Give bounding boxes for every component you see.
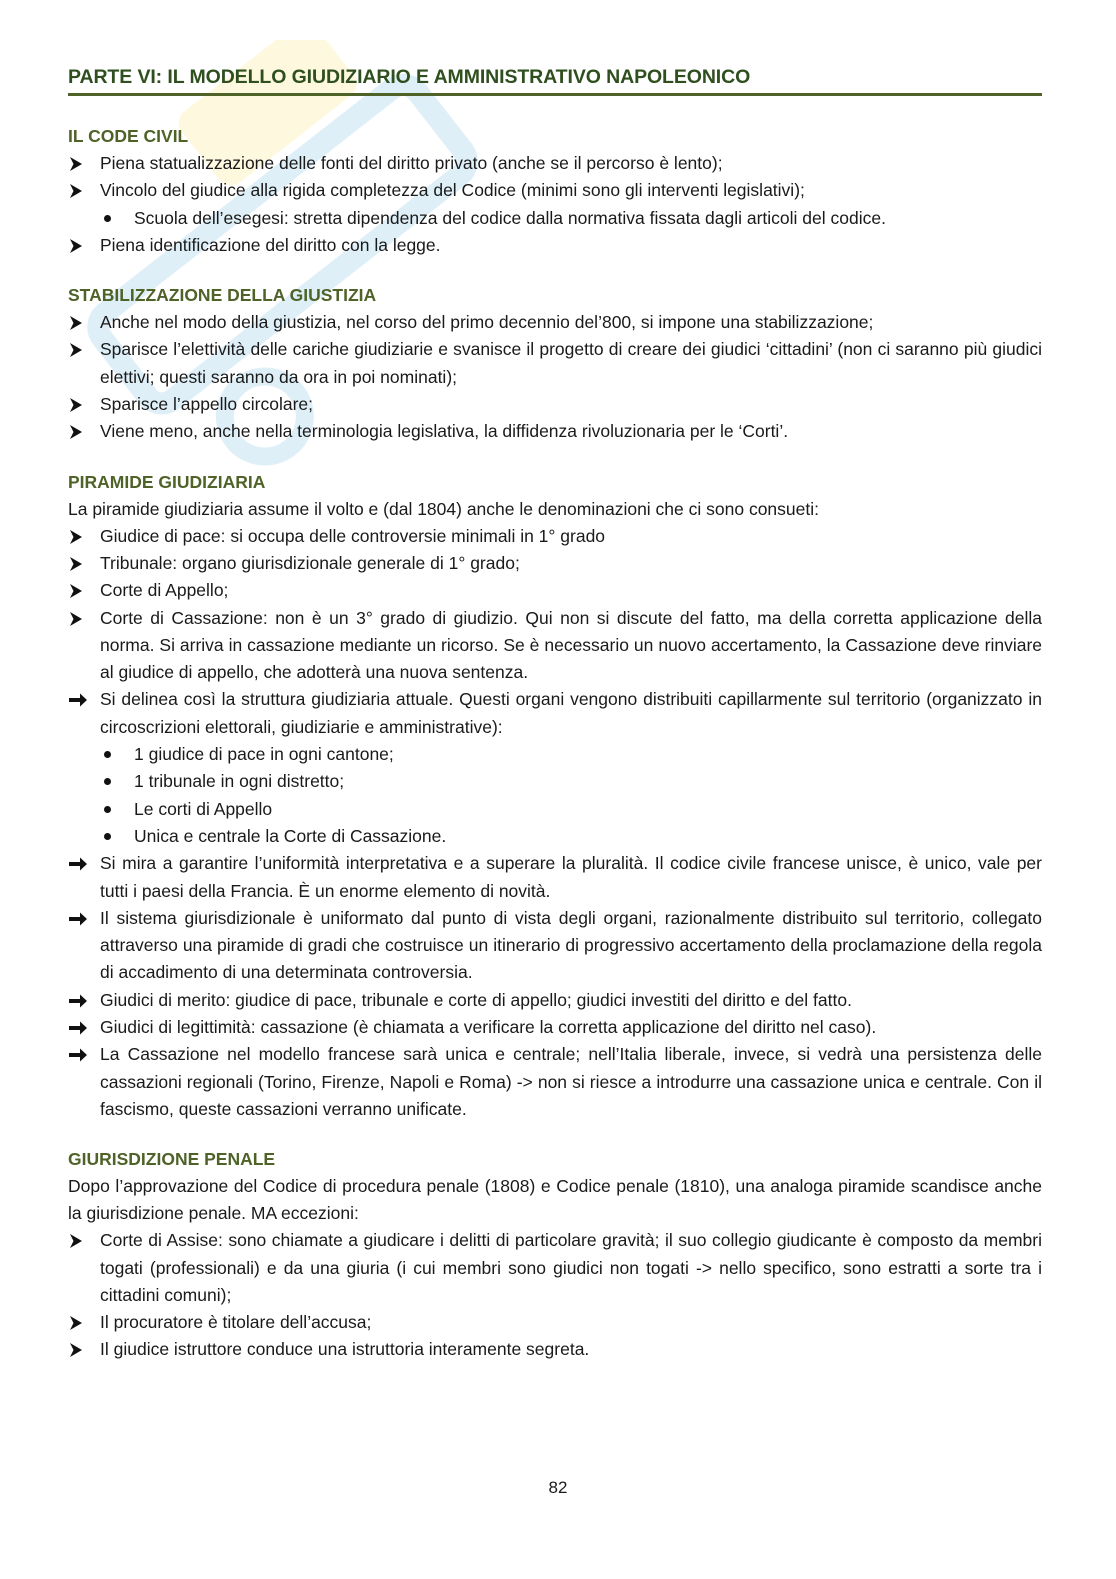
list-item (68, 850, 1042, 905)
list-item-text: Si mira a garantire l’uniformità interpretativa e a superare la pluralità. Il codice civile francese unisce, è unico, vale per tutti i paesi della Francia. È un enorme elemento di novità. (100, 853, 1042, 901)
chevron-right-icon (68, 391, 92, 418)
list-item (68, 605, 1042, 687)
bullet-dot-icon (104, 796, 128, 823)
sections-container (68, 123, 1042, 1364)
list-item (68, 1227, 1042, 1309)
list-item-text: Le corti di Appello (134, 798, 273, 819)
list-item-text: Sparisce l’appello circolare; (100, 394, 314, 415)
chevron-right-icon (68, 523, 92, 550)
document-page (68, 66, 1042, 1387)
bullet-dot-icon (104, 768, 128, 795)
section (68, 282, 1042, 445)
section-heading: GIURISDIZIONE PENALE (68, 1149, 276, 1170)
list-item-text: Unica e centrale la Corte di Cassazione. (134, 825, 447, 846)
list-item-text: Piena statualizzazione delle fonti del diritto privato (anche se il percorso è lento); (100, 153, 723, 173)
bullet-list (68, 523, 1042, 1124)
list-item (68, 987, 1042, 1014)
list-item (68, 391, 1042, 418)
chevron-right-icon (68, 336, 92, 363)
list-item (68, 205, 1042, 232)
section (68, 123, 1042, 259)
section-heading: PIRAMIDE GIUDIZIARIA (68, 471, 266, 492)
list-item (68, 150, 1042, 177)
list-item-text: Si delinea così la struttura giudiziaria attuale. Questi organi vengono distribuiti capillarmente sul territorio (organizzato in circoscrizioni elettorali, giudiziarie e amministrative): (100, 689, 1042, 737)
arrow-right-icon (68, 1041, 92, 1068)
bullet-dot-icon (104, 205, 128, 232)
list-item-text: Tribunale: organo giurisdizionale generale di 1° grado; (100, 552, 520, 573)
list-item (68, 1336, 1042, 1363)
list-item-text: Corte di Appello; (100, 580, 229, 601)
chevron-right-icon (68, 150, 92, 177)
list-item (68, 1014, 1042, 1041)
list-item-text: Viene meno, anche nella terminologia legislativa, la diffidenza rivoluzionaria per le ‘Corti’. (100, 421, 789, 442)
bullet-list (68, 309, 1042, 445)
section-intro: La piramide giudiziaria assume il volto e (dal 1804) anche le denominazioni che ci sono consueti: (68, 498, 819, 519)
bullet-dot-icon (104, 823, 128, 850)
list-item-text: Giudici di merito: giudice di pace, tribunale e corte di appello; giudici investiti del diritto e del fatto. (100, 989, 852, 1010)
list-item-text: La Cassazione nel modello francese sarà unica e centrale; nell’Italia liberale, invece, si vedrà una persistenza delle cassazioni regionali (Torino, Firenze, Napoli e Roma) -> non si riesce a introdurre una cassazione unica e centrale. Con il fascismo, queste cassazioni verranno unificate. (100, 1044, 1042, 1119)
section-heading: IL CODE CIVIL (68, 126, 189, 146)
chevron-right-icon (68, 1336, 92, 1363)
page-title: PARTE VI: IL MODELLO GIUDIZIARIO E AMMINISTRATIVO NAPOLEONICO (68, 66, 1042, 96)
list-item-text: Vincolo del giudice alla rigida completezza del Codice (minimi sono gli interventi legislativi); (100, 180, 805, 201)
page-number: 82 (548, 1478, 568, 1497)
list-item-text: Il sistema giurisdizionale è uniformato dal punto di vista degli organi, razionalmente distribuito sul territorio, collegato attraverso una piramide di gradi che costruisce un itinerario di progressivo accertamento della proclamazione della regola di accadimento di una determinata controversia. (100, 907, 1042, 983)
list-item (68, 796, 1042, 823)
list-item (68, 1041, 1042, 1123)
arrow-right-icon (68, 1014, 92, 1041)
chevron-right-icon (68, 1309, 92, 1336)
list-item-text: Anche nel modo della giustizia, nel corso del primo decennio del’800, si impone una stabilizzazione; (100, 312, 874, 333)
list-item-text: Sparisce l’elettività delle cariche giudiziarie e svanisce il progetto di creare dei giudici ‘cittadini’ (non ci saranno più giudici elettivi; questi saranno da ora in poi nominati); (100, 339, 1042, 387)
arrow-right-icon (68, 850, 92, 877)
list-item-text: Piena identificazione del diritto con la legge. (100, 234, 441, 255)
list-item (68, 523, 1042, 550)
chevron-right-icon (68, 605, 92, 632)
list-item (68, 550, 1042, 577)
list-item (68, 418, 1042, 445)
arrow-right-icon (68, 987, 92, 1014)
list-item (68, 309, 1042, 336)
list-item (68, 232, 1042, 259)
chevron-right-icon (68, 577, 92, 604)
list-item (68, 1309, 1042, 1336)
chevron-right-icon (68, 418, 92, 445)
arrow-right-icon (68, 686, 92, 713)
list-item-text: Corte di Cassazione: non è un 3° grado di giudizio. Qui non si discute del fatto, ma della corretta applicazione della norma. Si arriva in cassazione mediante un ricorso. Se è necessario un nuovo accertamento, la Cassazione deve rinviare al giudice di appello, che adotterà una nuova sentenza. (100, 607, 1042, 683)
chevron-right-icon (68, 1227, 92, 1254)
arrow-right-icon (68, 905, 92, 932)
list-item (68, 177, 1042, 204)
list-item-text: Il procuratore è titolare dell’accusa; (100, 1312, 372, 1333)
list-item-text: Il giudice istruttore conduce una istruttoria interamente segreta. (100, 1339, 590, 1360)
chevron-right-icon (68, 232, 92, 259)
chevron-right-icon (68, 177, 92, 204)
bullet-list (68, 150, 1042, 259)
list-item (68, 905, 1042, 987)
section-heading: STABILIZZAZIONE DELLA GIUSTIZIA (68, 285, 377, 306)
list-item (68, 823, 1042, 850)
list-item (68, 686, 1042, 741)
list-item (68, 577, 1042, 604)
bullet-dot-icon (104, 741, 128, 768)
chevron-right-icon (68, 309, 92, 336)
list-item-text: Scuola dell’esegesi: stretta dipendenza del codice dalla normativa fissata dagli articoli del codice. (134, 207, 886, 228)
list-item-text: Giudici di legittimità: cassazione (è chiamata a verificare la corretta applicazione del diritto nel caso). (100, 1017, 877, 1038)
section (68, 469, 1042, 1124)
section (68, 1146, 1042, 1363)
bullet-list (68, 1227, 1042, 1363)
list-item (68, 336, 1042, 391)
list-item (68, 768, 1042, 795)
section-intro: Dopo l’approvazione del Codice di procedura penale (1808) e Codice penale (1810), una analoga piramide scandisce anche la giurisdizione penale. MA eccezioni: (68, 1176, 1042, 1224)
list-item-text: Giudice di pace: si occupa delle controversie minimali in 1° grado (100, 525, 606, 546)
list-item-text: Corte di Assise: sono chiamate a giudicare i delitti di particolare gravità; il suo collegio giudicante è composto da membri togati (professionali) e da una giuria (i cui membri sono giudici non togati -> nello specifico, sono estratti a sorte tra i cittadini comuni); (100, 1230, 1042, 1305)
list-item-text: 1 tribunale in ogni distretto; (134, 771, 345, 792)
list-item (68, 741, 1042, 768)
list-item-text: 1 giudice di pace in ogni cantone; (134, 744, 394, 765)
chevron-right-icon (68, 550, 92, 577)
